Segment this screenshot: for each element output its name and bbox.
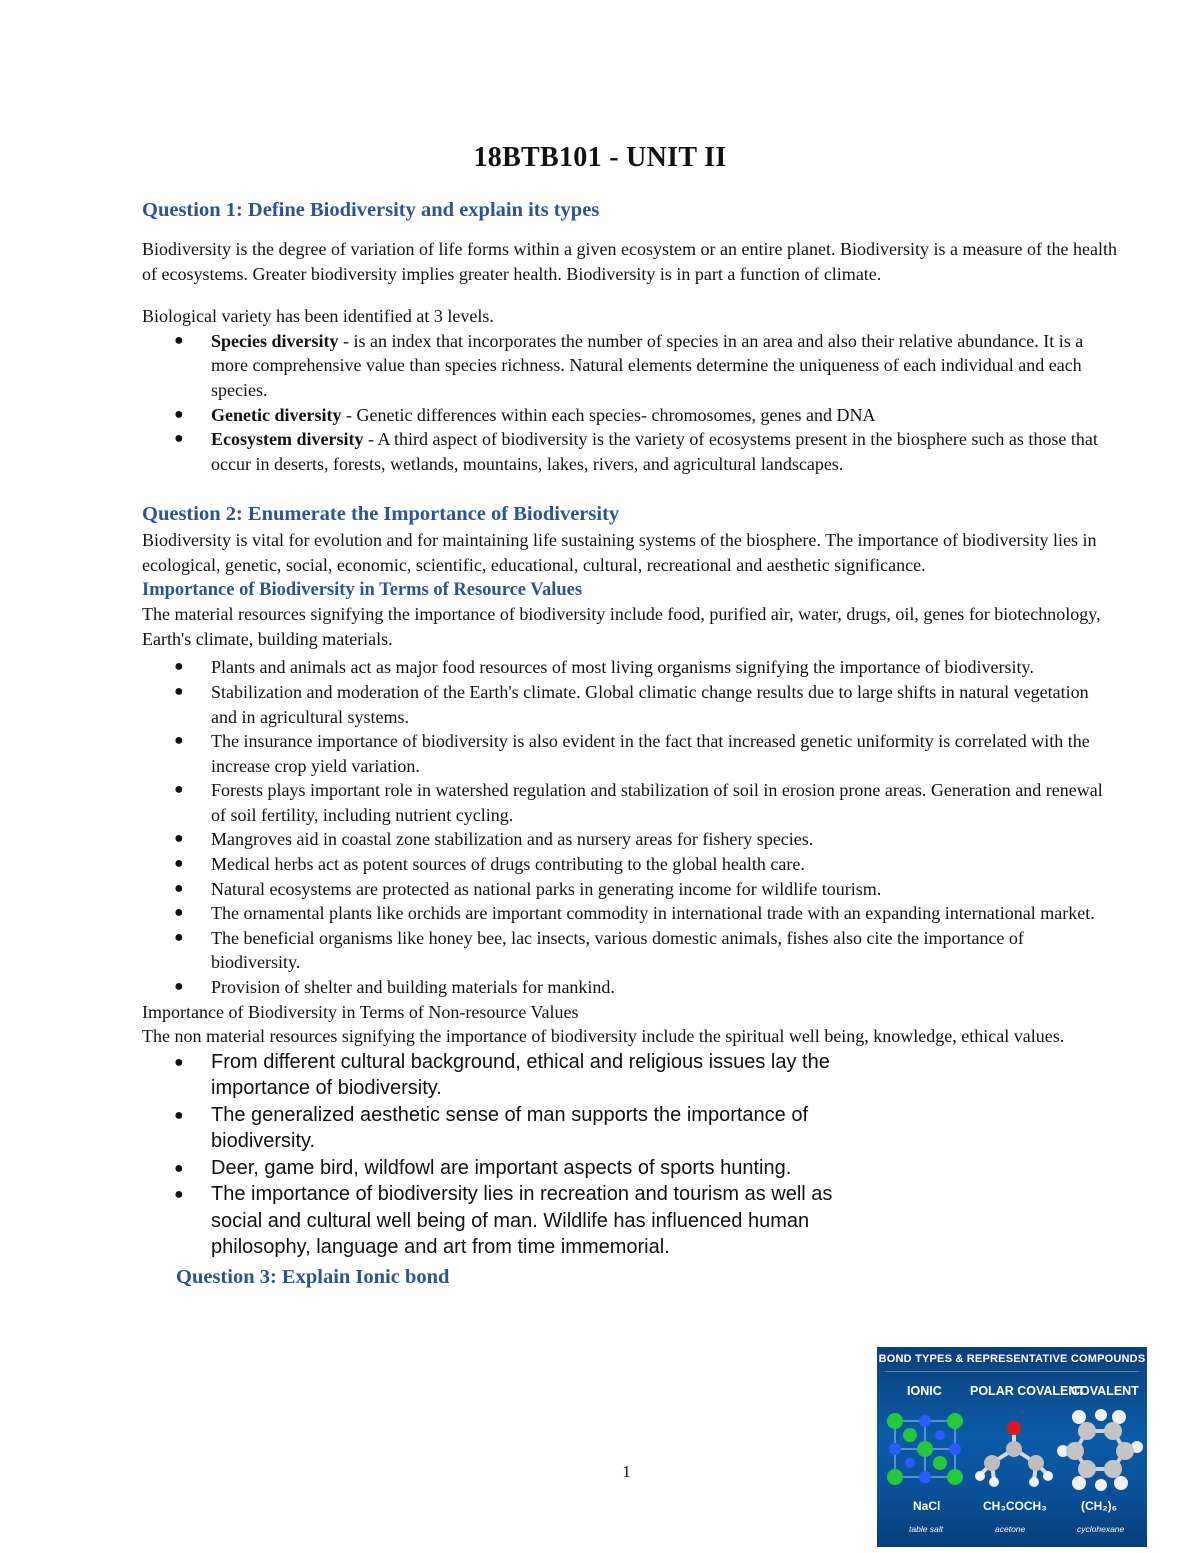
resource-values-list — [142, 655, 1117, 999]
list-item — [142, 403, 1117, 428]
list-item-text: Medical herbs act as potent sources of drugs contributing to the global health care. — [211, 854, 805, 875]
list-item — [142, 926, 1117, 975]
compound-formula: NaCl — [913, 1499, 941, 1513]
list-item-text: Forests plays important role in watershed regulation and stabilization of soil in erosion prone areas. Generation and renewal of soil fertility, including nutrient cycling. — [211, 780, 1103, 825]
level-text: - Genetic differences within each species- chromosomes, genes and DNA — [341, 404, 876, 425]
list-item-text: The importance of biodiversity lies in recreation and tourism as well as social and cultural well being of man. Wildlife has influenced human philosophy, language and art from time immemorial. — [211, 1183, 833, 1259]
q2-intro: Biodiversity is vital for evolution and for maintaining life sustaining systems of the biosphere. The importance of biodiversity lies in ecological, genetic, social, economic, scientific, educational, cultural, recreational and aesthetic significance. — [142, 530, 1097, 575]
bullet-icon: ● — [174, 658, 184, 676]
list-item — [142, 329, 1117, 403]
compound-formula: CH₃COCH₃ — [983, 1499, 1047, 1513]
list-item — [142, 975, 1117, 1000]
list-item — [142, 827, 1117, 852]
question-2-heading: Question 2: Enumerate the Importance of Biodiversity — [142, 503, 620, 526]
list-item-text: Natural ecosystems are protected as national parks in generating income for wildlife tourism. — [211, 878, 882, 899]
list-item — [142, 1102, 862, 1155]
compound-name: cyclohexane — [1077, 1524, 1125, 1534]
figure-title: BOND TYPES & REPRESENTATIVE COMPOUNDS — [878, 1353, 1146, 1365]
bullet-icon: ● — [174, 830, 184, 848]
bond-type-label: COVALENT — [1071, 1384, 1139, 1398]
resource-values-intro: The material resources signifying the importance of biodiversity include food, purified air, water, drugs, oil, genes for biotechnology, Earth's climate, building materials. — [142, 604, 1101, 649]
list-item-text: Provision of shelter and building materials for mankind. — [211, 977, 615, 998]
bullet-icon: ● — [174, 1186, 184, 1204]
bullet-icon: ● — [174, 732, 184, 750]
level-text: - A third aspect of biodiversity is the variety of ecosystems present in the biosphere such as those that occur in deserts, forests, wetlands, mountains, lakes, rivers, and agricultural landscapes. — [211, 429, 1098, 474]
list-item — [142, 1049, 862, 1102]
level-term: Genetic diversity — [211, 404, 342, 425]
list-item — [142, 852, 1117, 877]
level-term: Species diversity — [211, 330, 339, 351]
bullet-icon: ● — [174, 430, 184, 448]
bullet-icon: ● — [174, 331, 184, 349]
bullet-icon: ● — [174, 1106, 184, 1124]
bullet-icon: ● — [174, 405, 184, 423]
list-item-text: The insurance importance of biodiversity is also evident in the fact that increased genetic uniformity is correlated with the increase crop yield variation. — [211, 731, 1090, 776]
bullet-icon: ● — [174, 879, 184, 897]
list-item — [142, 901, 1117, 926]
list-item — [142, 729, 1117, 778]
q1-paragraph: Biodiversity is the degree of variation of life forms within a given ecosystem or an entire planet. Biodiversity is a measure of the health of ecosystems. Greater biodiversity implies greater health. Biodiversity is in part a function of climate. — [142, 239, 1117, 284]
bullet-icon: ● — [174, 1159, 184, 1177]
question-3-heading: Question 3: Explain Ionic bond — [176, 1265, 450, 1288]
list-item — [142, 680, 1117, 729]
list-item-text: The generalized aesthetic sense of man supports the importance of biodiversity. — [211, 1103, 809, 1153]
list-item — [142, 778, 1117, 827]
bond-type-label: POLAR COVALENT — [970, 1384, 1086, 1398]
bullet-icon: ● — [174, 1053, 184, 1071]
list-item — [142, 1181, 862, 1261]
compound-name: acetone — [995, 1524, 1026, 1534]
document-title: 18BTB101 - UNIT II — [473, 142, 727, 173]
list-item — [142, 655, 1117, 680]
bullet-icon: ● — [174, 781, 184, 799]
nonresource-values-heading: Importance of Biodiversity in Terms of Non-resource Values — [142, 1001, 579, 1022]
compound-formula: (CH₂)₆ — [1081, 1499, 1118, 1513]
bullet-icon: ● — [174, 928, 184, 946]
bullet-icon: ● — [174, 978, 184, 996]
level-text: - is an index that incorporates the number of species in an area and also their relative abundance. It is a more comprehensive value than species richness. Natural elements determine the uniqueness of each individual and each species. — [211, 330, 1084, 400]
list-item-text: The beneficial organisms like honey bee, lac insects, various domestic animals, fishes also cite the importance of biodiversity. — [211, 927, 1024, 973]
bullet-icon: ● — [174, 682, 184, 700]
compound-name: table salt — [909, 1524, 944, 1534]
figure-divider — [885, 1371, 1139, 1372]
document-body — [142, 196, 1117, 1291]
level-term: Ecosystem diversity — [211, 429, 364, 450]
list-item-text: The ornamental plants like orchids are important commodity in international trade with an expanding international market. — [211, 903, 1095, 924]
bullet-icon: ● — [174, 855, 184, 873]
q1-levels-intro: Biological variety has been identified at 3 levels. — [142, 306, 494, 327]
page-number: 1 — [622, 1462, 631, 1481]
list-item-text: Plants and animals act as major food resources of most living organisms signifying the importance of biodiversity. — [211, 657, 1034, 678]
nonresource-values-list — [142, 1049, 862, 1261]
resource-values-heading: Importance of Biodiversity in Terms of Resource Values — [142, 579, 583, 600]
list-item — [142, 427, 1117, 476]
question-1-heading: Question 1: Define Biodiversity and explain its types — [142, 199, 600, 221]
bullet-icon: ● — [174, 904, 184, 922]
list-item-text: Mangroves aid in coastal zone stabilization and as nursery areas for fishery species. — [211, 829, 814, 850]
list-item-text: From different cultural background, ethical and religious issues lay the importance of biodiversity. — [211, 1050, 830, 1100]
bond-types-figure — [877, 1347, 1147, 1547]
nonresource-values-intro: The non material resources signifying the importance of biodiversity include the spiritual well being, knowledge, ethical values. — [142, 1026, 1065, 1047]
list-item-text: Stabilization and moderation of the Earth's climate. Global climatic change results due to large shifts in natural vegetation and in agricultural systems. — [211, 681, 1089, 727]
list-item — [142, 877, 1117, 902]
bond-type-label: IONIC — [907, 1384, 942, 1398]
list-item-text: Deer, game bird, wildfowl are important aspects of sports hunting. — [211, 1156, 792, 1179]
list-item — [142, 1155, 862, 1182]
q1-levels-list — [142, 329, 1117, 477]
